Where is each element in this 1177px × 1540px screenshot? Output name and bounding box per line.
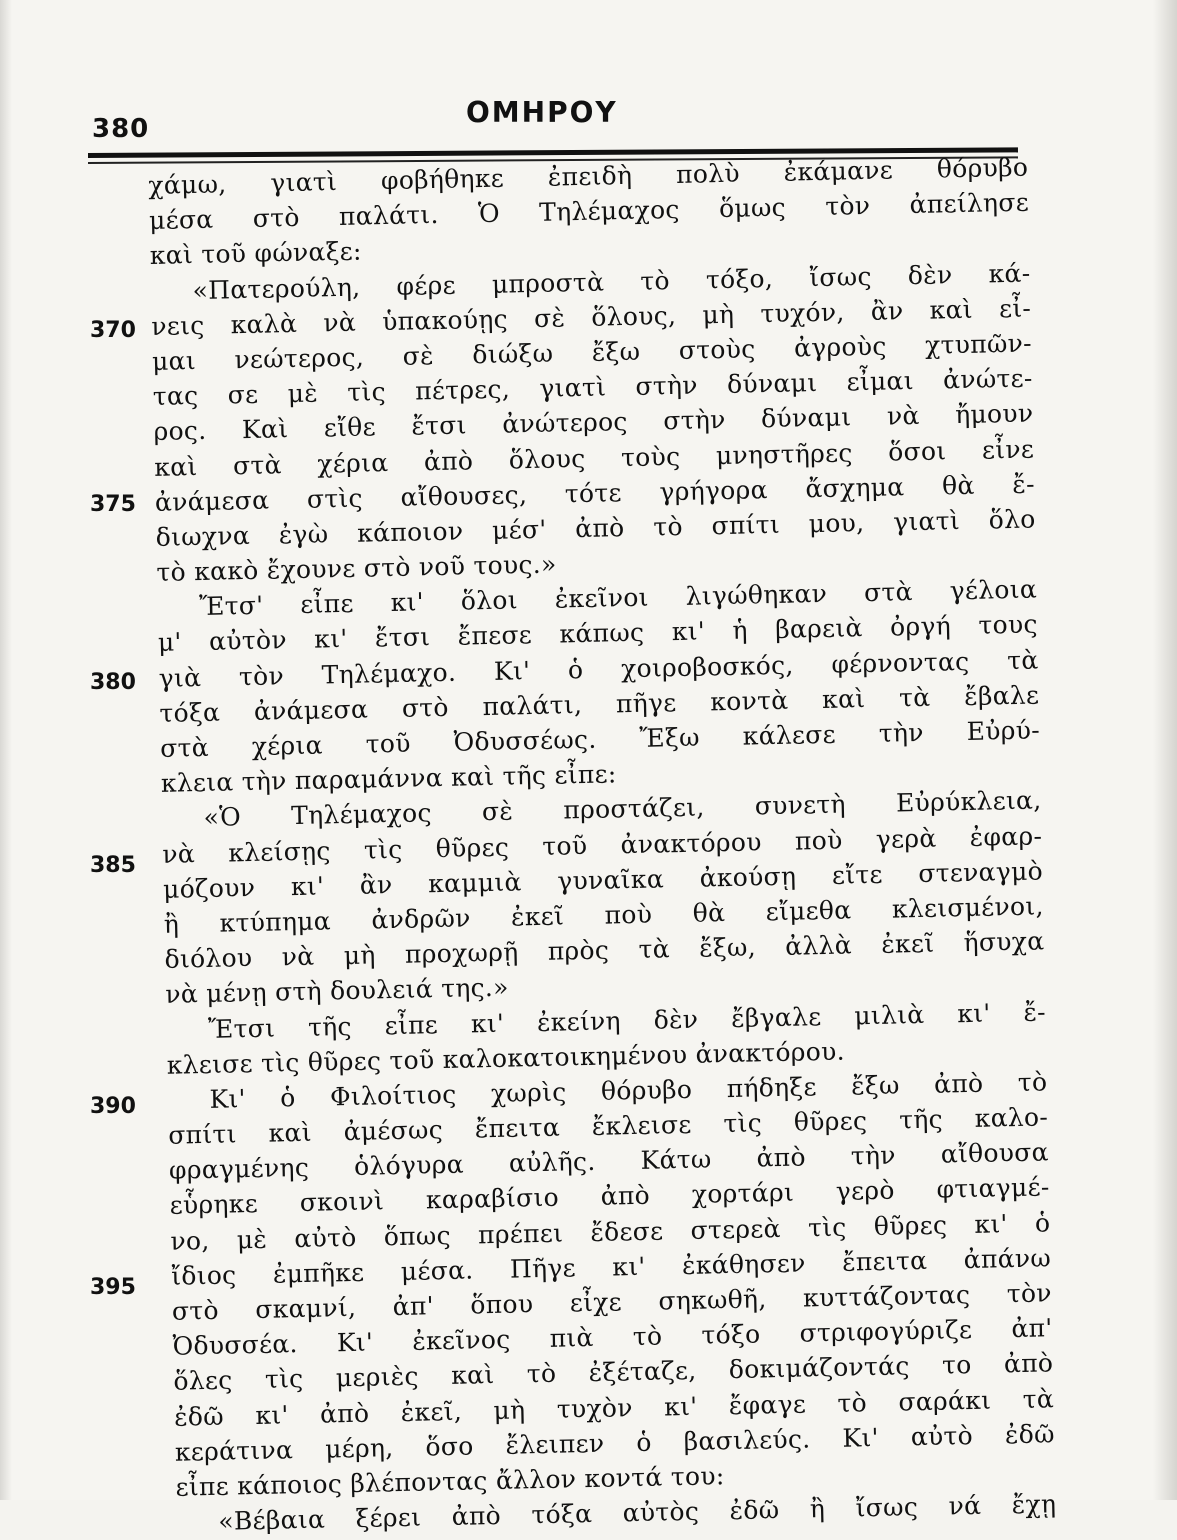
text-line: διόλου νὰ μὴ προχωρῇ πρὸς τὰ ἔξω, ἀλλὰ ἐκεῖ ἥσυχα <box>164 926 1045 974</box>
text-line: «Ὁ Τηλέμαχος σὲ προστάζει, συνετὴ Εὐρύκλεια, <box>203 785 1042 833</box>
body-text <box>148 150 1057 1540</box>
text-line: νὰ μένῃ στὴ δουλειά της.» <box>165 972 509 1010</box>
text-line: γιὰ τὸν Τηλέμαχο. Κι' ὁ χοιροβοσκός, φέρνοντας τὰ <box>158 645 1039 693</box>
text-line: χάμω, γιατὶ φοβήθηκε ἐπειδὴ πολὺ ἐκάμανε θόρυβο <box>148 152 1029 200</box>
text-line: στὸ σκαμνί, ἀπ' ὅπου εἶχε σηκωθῆ, κυττάζοντας τὸν <box>171 1278 1053 1326</box>
verse-number: 380 <box>90 670 136 695</box>
text-line: ἐδῶ κι' ἀπὸ ἐκεῖ, μὴ τυχὸν κι' ἔφαγε τὸ σαράκι τὰ <box>173 1383 1055 1432</box>
text-line: τας σε μὲ τὶς πέτρες, γιατὶ στὴν δύναμι εἶμαι ἀνώτε- <box>152 363 1033 412</box>
text-line: ρος. Καὶ εἴθε ἔτσι ἀνώτερος στὴν δύναμι νὰ ἤμουν <box>153 398 1034 447</box>
text-line: νὰ κλείσῃς τὶς θῦρες τοῦ ἀνακτόρου ποὺ γερὰ ἐφαρ- <box>162 820 1043 869</box>
text-line: ἴδιος ἐμπῆκε μέσα. Πῆγε κι' ἐκάθησεν ἔπειτα ἀπάνω <box>170 1243 1052 1291</box>
text-line: ἀνάμεσα στὶς αἴθουσες, τότε γρήγορα ἄσχημα θὰ ἔ- <box>154 469 1036 517</box>
text-line: Ὀδυσσέα. Κι' ἐκεῖνος πιὰ τὸ τόξο στριφογύριζε ἀπ' <box>172 1313 1053 1361</box>
page-right-edge-shadow <box>1153 0 1177 1500</box>
text-line: διωχνα ἐγὼ κάποιον μέσ' ἀπὸ τὸ σπίτι μου, γιατὶ ὅλο <box>155 504 1036 552</box>
verse-number: 385 <box>90 853 136 878</box>
text-line: μ' αὐτὸν κι' ἔτσι ἔπεσε κάπως κι' ἡ βαρειὰ ὀργή τους <box>157 609 1039 658</box>
text-line: εἶπε κάποιος βλέποντας ἄλλον κοντά του: <box>175 1461 725 1502</box>
text-line: μέσα στὸ παλάτι. Ὁ Τηλέμαχος ὅμως τὸν ἀπείλησε <box>148 187 1030 236</box>
text-line: μαι νεώτερος, σὲ διώξω ἔξω στοὺς ἀγροὺς χτυπῶν- <box>151 328 1033 376</box>
text-line: κεράτινα μέρη, ὅσο ἔλειπεν ὁ βασιλεύς. Κι' αὐτὸ ἐδῶ <box>174 1419 1056 1467</box>
text-line: τὸ κακὸ ἔχουνε στὸ νοῦ τους.» <box>156 549 557 587</box>
text-line: κλεισε τὶς θῦρες τοῦ καλοκατοικημένου ἀνακτόρου. <box>166 1036 846 1080</box>
verse-number: 375 <box>90 492 136 517</box>
text-line: μόζουν κι' ἂν καμμιὰ γυναῖκα ἀκούσῃ εἴτε στεναγμὸ <box>162 856 1044 904</box>
page-left-edge-shadow <box>0 0 12 1500</box>
text-line: σπίτι καὶ ἀμέσως ἔπειτα ἔκλεισε τὶς θῦρες τῆς καλο- <box>167 1102 1049 1150</box>
text-line: ὅλες τὶς μεριὲς καὶ τὸ ἐξέταζε, δοκιμάζοντάς το ἀπὸ <box>173 1348 1054 1397</box>
text-line: καὶ στὰ χέρια ἀπὸ ὅλους τοὺς μνηστῆρες ὅσοι εἶνε <box>153 434 1035 482</box>
text-line: νεις καλὰ νὰ ὑπακούῃς σὲ ὅλους, μὴ τυχόν, ἂν καὶ εἶ- <box>151 293 1032 341</box>
text-line: «Βέβαια ξέρει ἀπὸ τόξα αὐτὸς ἐδῶ ἢ ἴσως νά ἔχῃ <box>218 1489 1057 1536</box>
text-line: στὰ χέρια τοῦ Ὀδυσσέως. Ἔξω κάλεσε τὴν Εὐρύ- <box>159 715 1041 763</box>
text-line: τόξα ἀνάμεσα στὸ παλάτι, πῆγε κοντὰ καὶ τὰ ἔβαλε <box>159 680 1040 728</box>
text-line: ἢ κτύπημα ἀνδρῶν ἐκεῖ ποὺ θὰ εἴμεθα κλεισμένοι, <box>163 891 1044 939</box>
text-line: Κι' ὁ Φιλοίτιος χωρὶς θόρυβο πήδηξε ἔξω ἀπὸ τὸ <box>209 1067 1048 1114</box>
text-line: καὶ τοῦ φώναξε: <box>149 236 363 271</box>
text-line: νο, μὲ αὐτὸ ὅπως πρέπει ἔδεσε στερεὰ τὶς θῦρες κι' ὁ <box>170 1207 1051 1256</box>
verse-number: 370 <box>90 318 136 343</box>
text-line: Ἔτσι τῆς εἶπε κι' ἐκείνη δὲν ἔβγαλε μιλιὰ κι' ἔ- <box>207 996 1047 1044</box>
text-line: εὗρηκε σκοινὶ καραβίσιο ἀπὸ χορτάρι γερὸ φτιαγμέ- <box>169 1172 1050 1221</box>
text-line: κλεια τὴν παραμάννα καὶ τῆς εἶπε: <box>160 759 617 799</box>
page-number: 380 <box>92 114 150 144</box>
verse-number: 390 <box>90 1094 136 1119</box>
text-line: φραγμένης ὁλόγυρα αὐλῆς. Κάτω ἀπὸ τὴν αἴθουσα <box>168 1137 1050 1186</box>
verse-number: 395 <box>90 1275 136 1300</box>
text-line: Ἔτσ' εἶπε κι' ὅλοι ἐκεῖνοι λιγώθηκαν στὰ γέλοια <box>198 574 1038 622</box>
running-head: ΟΜΗΡΟΥ <box>466 96 618 129</box>
text-line: «Πατερούλη, φέρε μπροστὰ τὸ τόξο, ἴσως δὲν κά- <box>192 258 1031 305</box>
